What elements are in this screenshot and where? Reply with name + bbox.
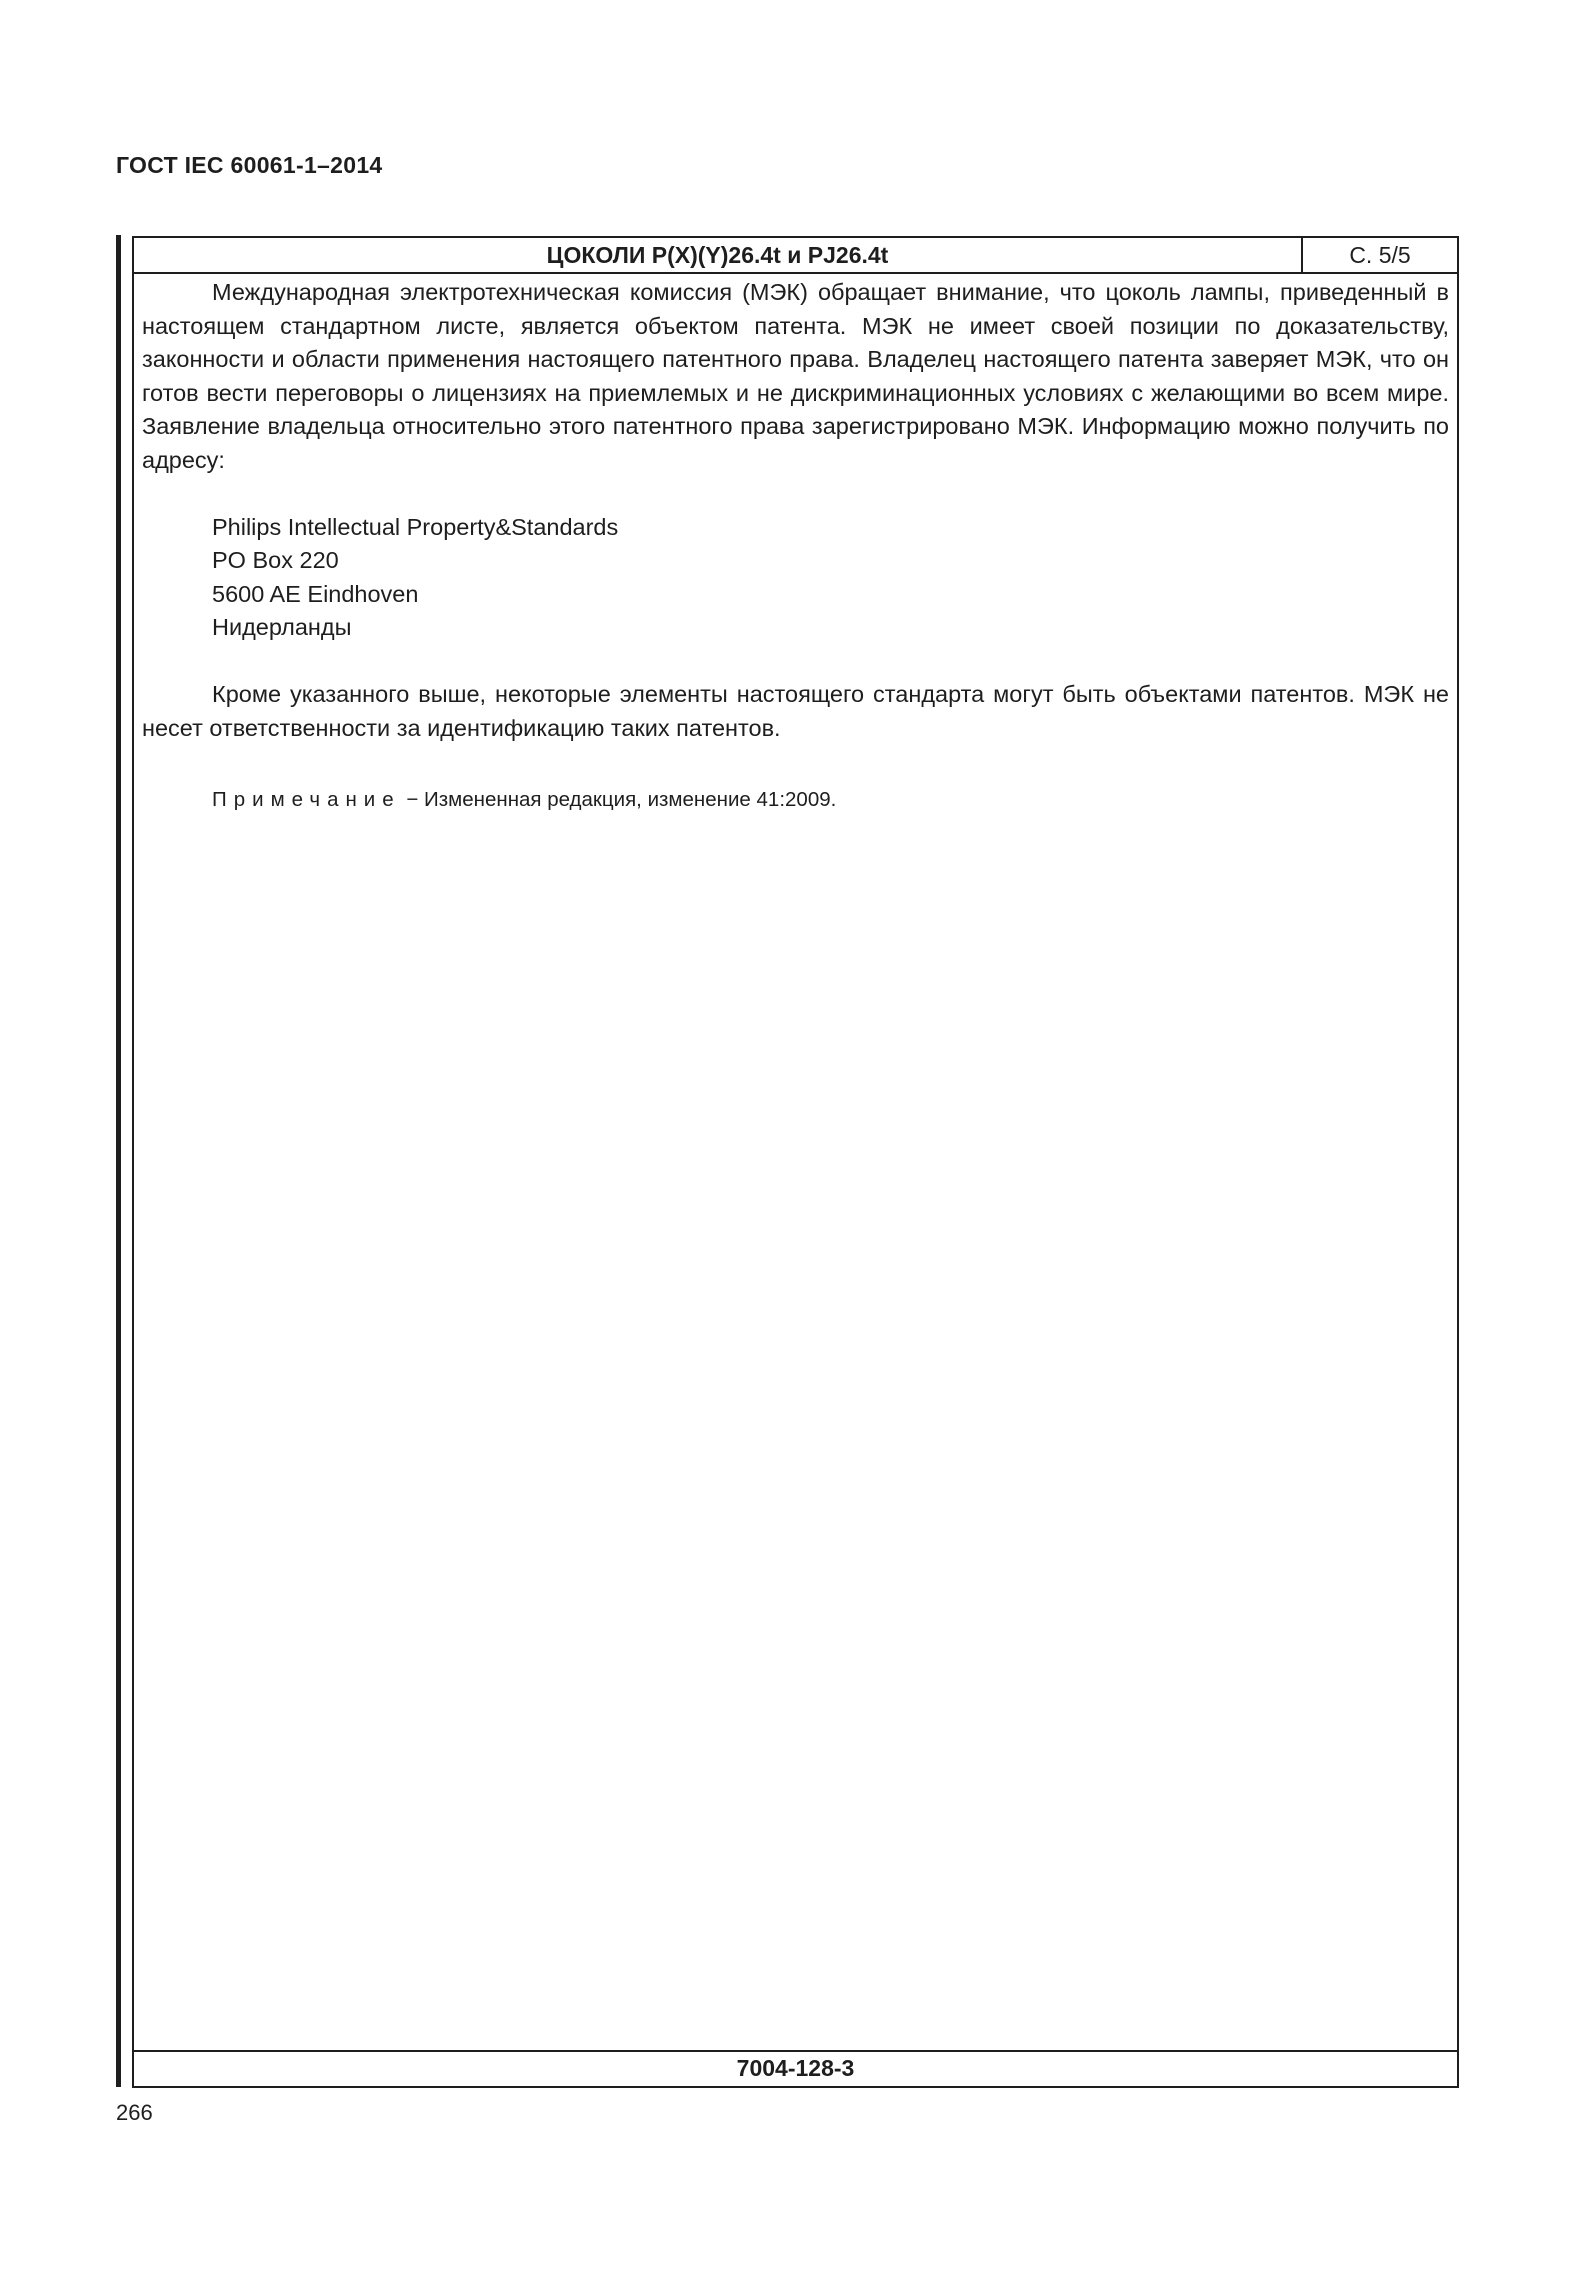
standard-sheet-frame	[132, 236, 1459, 2088]
address-line: 5600 AE Eindhoven	[212, 580, 419, 607]
note-label: Примечание	[212, 788, 401, 812]
document-header: ГОСТ IEC 60061-1–2014	[116, 152, 383, 178]
sheet-title-row	[134, 238, 1457, 274]
address-line: PO Box 220	[212, 547, 339, 574]
page-number: 266	[116, 2100, 153, 2125]
address-line: Нидерланды	[212, 614, 352, 641]
patent-disclaimer-paragraph: Кроме указанного выше, некоторые элементы настоящего стандарта могут быть объектами патентов. МЭК не несет ответственности за идентификацию таких патентов.	[142, 680, 1449, 741]
patent-notice-paragraph: Международная электротехническая комиссия (МЭК) обращает внимание, что цоколь лампы, приведенный в настоящем стандартном листе, является объектом патента. МЭК не имеет своей позиции по доказательству, законности и области применения настоящего патентного права. Владелец настоящего патента заверяет МЭК, что он готов вести переговоры о лицензиях на приемлемых и не дискриминационных условиях с желающими во всем мире. Заявление владельца относительно этого патентного права зарегистрировано МЭК. Информацию можно получить по адресу:	[142, 279, 1449, 473]
sheet-title: ЦОКОЛИ P(X)(Y)26.4t и PJ26.4t	[546, 242, 889, 268]
address-line: Philips Intellectual Property&Standards	[212, 513, 619, 540]
sheet-body	[142, 276, 1449, 815]
left-margin-bar	[116, 235, 121, 2087]
note	[212, 785, 1449, 815]
patent-holder-address	[212, 511, 1449, 645]
sheet-page-indicator: С. 5/5	[1301, 238, 1457, 272]
sheet-code: 7004-128-3	[134, 2050, 1457, 2086]
note-text: − Измененная редакция, изменение 41:2009.	[400, 788, 837, 812]
